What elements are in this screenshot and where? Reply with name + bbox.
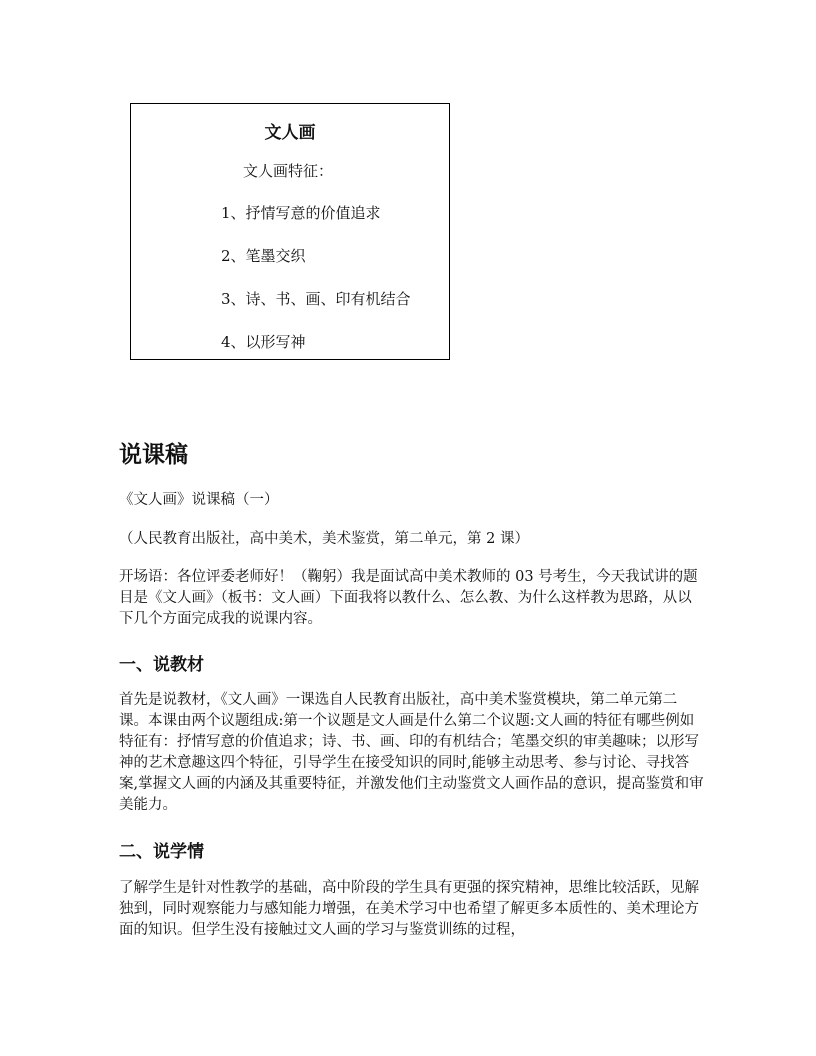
section-heading: 一、说教材	[119, 655, 204, 675]
section-heading: 二、说学情	[119, 842, 204, 862]
board-item: 4、以形写神	[221, 333, 306, 351]
board-subtitle: 文人画特征：	[243, 162, 334, 180]
document-title: 说课稿	[119, 442, 188, 468]
section-paragraph: 了解学生是针对性教学的基础，高中阶段的学生具有更强的探究精神，思维比较活跃，见解独到，同时观察能力与感知能力增强，在美术学习中也希望了解更多本质性的、美术理论方面的知识。但学生没有接触过文人画的学习与鉴赏训练的过程，	[119, 880, 699, 938]
lesson-title: 《文人画》说课稿（一）	[119, 492, 279, 508]
opening-paragraph: 开场语：各位评委老师好！（鞠躬）我是面试高中美术教师的 03 号考生，今天我试讲的题目是《文人画》（板书：文人画）下面我将以教什么、怎么教、为什么这样教为思路，从以下几个方面完成我的说课内容。	[119, 569, 698, 627]
board-title: 文人画	[264, 123, 316, 143]
board-item: 2、笔墨交织	[221, 247, 306, 265]
board-item: 1、抒情写意的价值追求	[221, 204, 381, 222]
section-paragraph: 首先是说教材，《文人画》一课选自人民教育出版社，高中美术鉴赏模块，第二单元第二课。本课由两个议题组成:第一个议题是文人画是什么第二个议题:文人画的特征有哪些例如特征有：抒情写意的价值追求；诗、书、画、印的有机结合；笔墨交织的审美趣味；以形写神的艺术意趣这四个特征，引导学生在接受知识的同时,能够主动思考、参与讨论、寻找答案,掌握文人画的内涵及其重要特征，并激发他们主动鉴赏文人画作品的意识，提高鉴赏和审美能力。	[119, 692, 704, 813]
blackboard-outline-box	[130, 103, 450, 360]
board-item: 3、诗、书、画、印有机结合	[221, 290, 411, 308]
lesson-source: （人民教育出版社，高中美术，美术鉴赏，第二单元，第 2 课）	[119, 531, 529, 547]
